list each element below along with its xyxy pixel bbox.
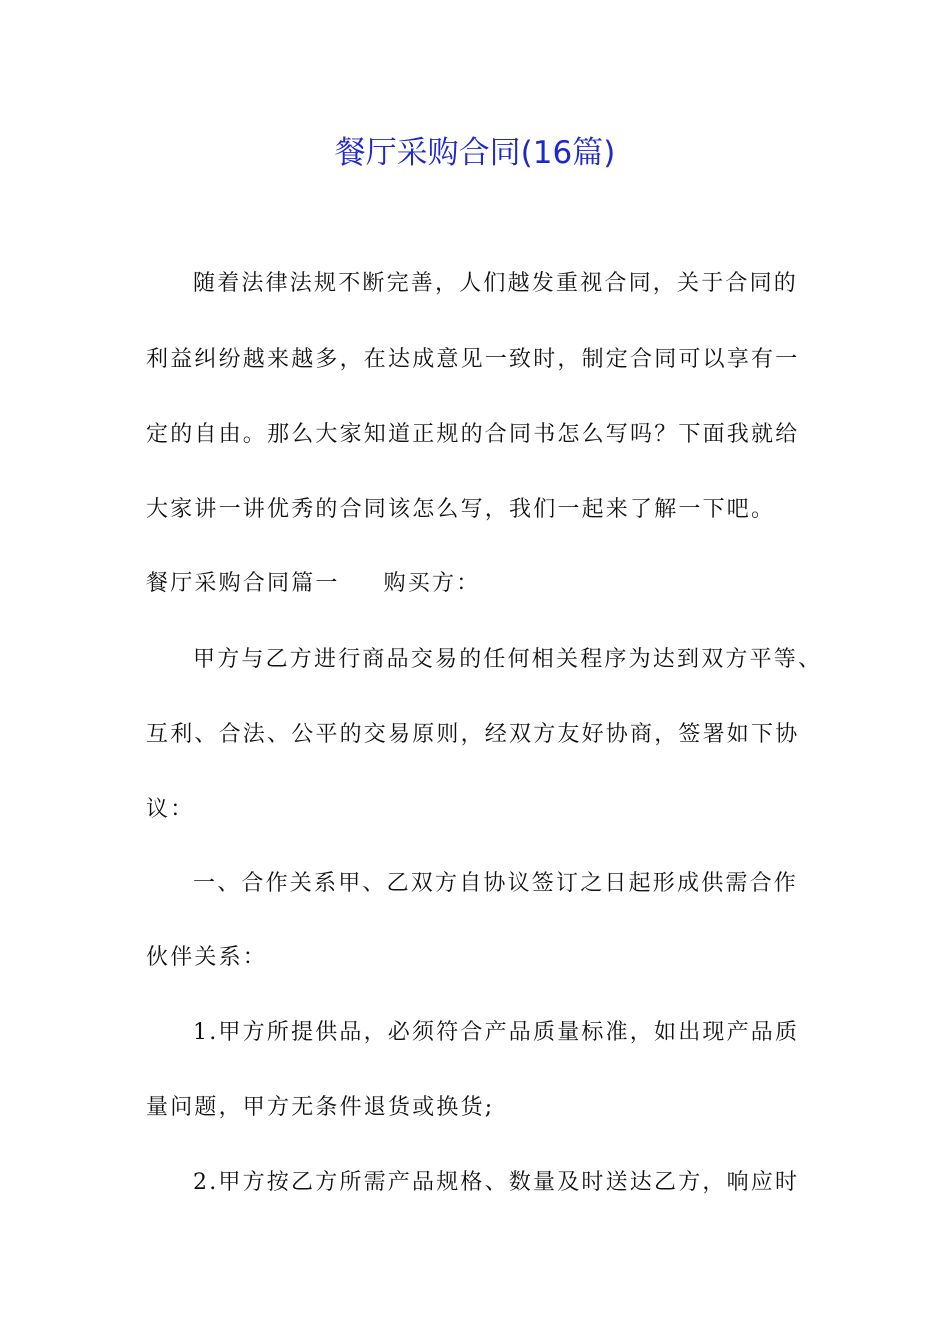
paragraph-line: 互利、合法、公平的交易原则，经双方友好协商，签署如下协 — [146, 722, 800, 747]
paragraph-line: 甲方与乙方进行商品交易的任何相关程序为达到双方平等、 — [193, 647, 823, 672]
section-heading-title: 餐厅采购合同篇一 — [146, 571, 340, 596]
section-heading-party: 购买方： — [383, 571, 481, 596]
document-title: 餐厅采购合同(16篇) — [334, 135, 616, 171]
paragraph-line: 一、合作关系甲、乙双方自协议签订之日起形成供需合作 — [193, 871, 799, 896]
paragraph-line: 1.甲方所提供品，必须符合产品质量标准，如出现产品质 — [193, 1020, 800, 1045]
paragraph-line: 利益纠纷越来越多，在达成意见一致时，制定合同可以享有一 — [146, 347, 800, 372]
paragraph-line: 定的自由。那么大家知道正规的合同书怎么写吗？下面我就给 — [146, 422, 800, 447]
section-heading — [146, 564, 826, 604]
paragraph-line: 大家讲一讲优秀的合同该怎么写，我们一起来了解一下吧。 — [146, 497, 776, 522]
paragraph-line: 量问题，甲方无条件退货或换货; — [146, 1095, 495, 1120]
paragraph-line: 议： — [146, 797, 195, 822]
paragraph-line: 随着法律法规不断完善，人们越发重视合同，关于合同的 — [193, 271, 799, 296]
paragraph-line: 2.甲方按乙方所需产品规格、数量及时送达乙方，响应时 — [193, 1170, 800, 1195]
paragraph-line: 伙伴关系： — [146, 945, 268, 970]
